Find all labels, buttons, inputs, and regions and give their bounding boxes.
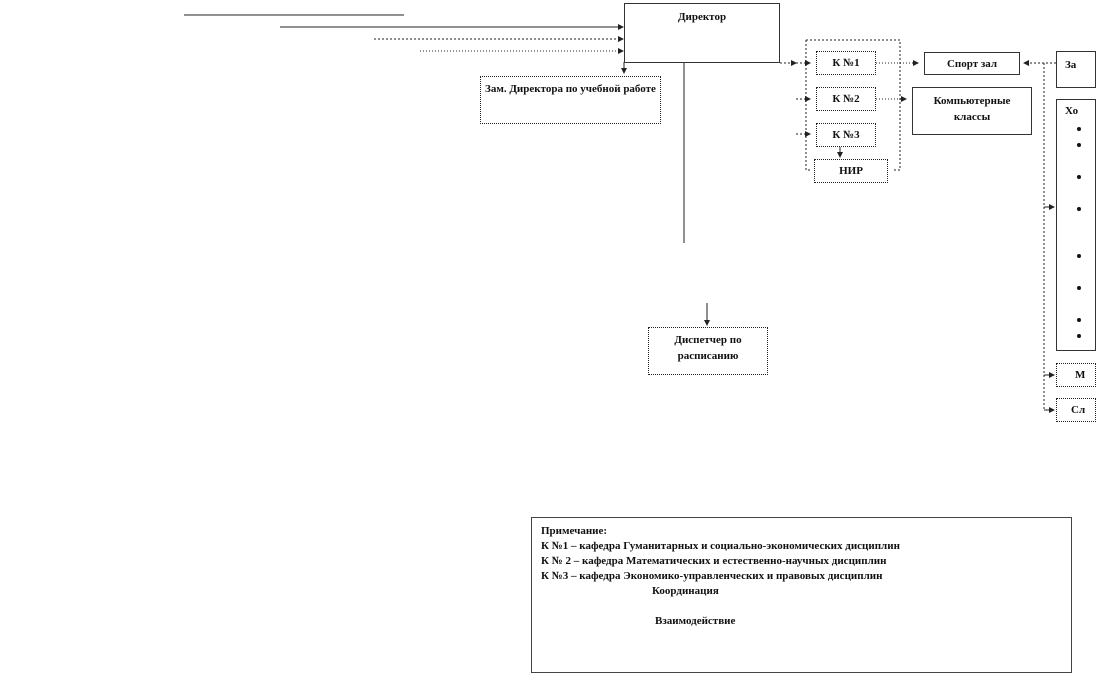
director-label: Директор bbox=[677, 11, 727, 23]
bullet-4 bbox=[1077, 207, 1081, 211]
note-line-k3: К №3 – кафедра Экономико-управленческих и правовых дисциплин bbox=[541, 570, 883, 582]
note-line-k2: К № 2 – кафедра Математических и естественно-научных дисциплин bbox=[541, 555, 887, 567]
bullet-8 bbox=[1077, 334, 1081, 338]
right-vertical-bracket bbox=[1044, 63, 1056, 410]
computer-classes-label: Компьютерные классы bbox=[933, 95, 1011, 123]
dispatcher-label: Диспетчер по расписанию bbox=[674, 334, 742, 362]
note-panel bbox=[531, 517, 1072, 673]
computer-classes-box bbox=[912, 87, 1032, 135]
sport-hall-label: Спорт зал bbox=[946, 58, 998, 70]
note-line-k1: К №1 – кафедра Гуманитарных и социально-экономических дисциплин bbox=[541, 540, 900, 552]
k2-label: К №2 bbox=[832, 93, 860, 105]
nir-box bbox=[814, 159, 888, 183]
right-m-label: М bbox=[1075, 369, 1086, 381]
bullet-3 bbox=[1077, 175, 1081, 179]
right-mid-label: Хо bbox=[1065, 105, 1079, 117]
deputy-academic-box bbox=[480, 76, 661, 124]
k1-box bbox=[816, 51, 876, 75]
k3-label: К №3 bbox=[832, 129, 860, 141]
bullet-6 bbox=[1077, 286, 1081, 290]
bullet-2 bbox=[1077, 143, 1081, 147]
bullet-1 bbox=[1077, 127, 1081, 131]
bullet-7 bbox=[1077, 318, 1081, 322]
deputy-academic-label: Зам. Директора по учебной работе bbox=[485, 83, 656, 95]
k3-box bbox=[816, 123, 876, 147]
dispatcher-box bbox=[648, 327, 768, 375]
nir-label: НИР bbox=[839, 165, 863, 177]
right-mid-box bbox=[1056, 99, 1096, 351]
right-top-label: За bbox=[1065, 59, 1077, 71]
note-title: Примечание: bbox=[541, 525, 608, 537]
right-top-box bbox=[1056, 51, 1096, 88]
legend-interaction: Взаимодействие bbox=[655, 615, 736, 627]
k2-box bbox=[816, 87, 876, 111]
k1-label: К №1 bbox=[832, 57, 860, 69]
right-s-label: Сл bbox=[1071, 404, 1086, 416]
right-s-box bbox=[1056, 398, 1096, 422]
bullet-5 bbox=[1077, 254, 1081, 258]
director-box bbox=[624, 3, 780, 63]
right-m-box bbox=[1056, 363, 1096, 387]
legend-coordination: Координация bbox=[652, 585, 719, 597]
sport-hall-box bbox=[924, 52, 1020, 75]
